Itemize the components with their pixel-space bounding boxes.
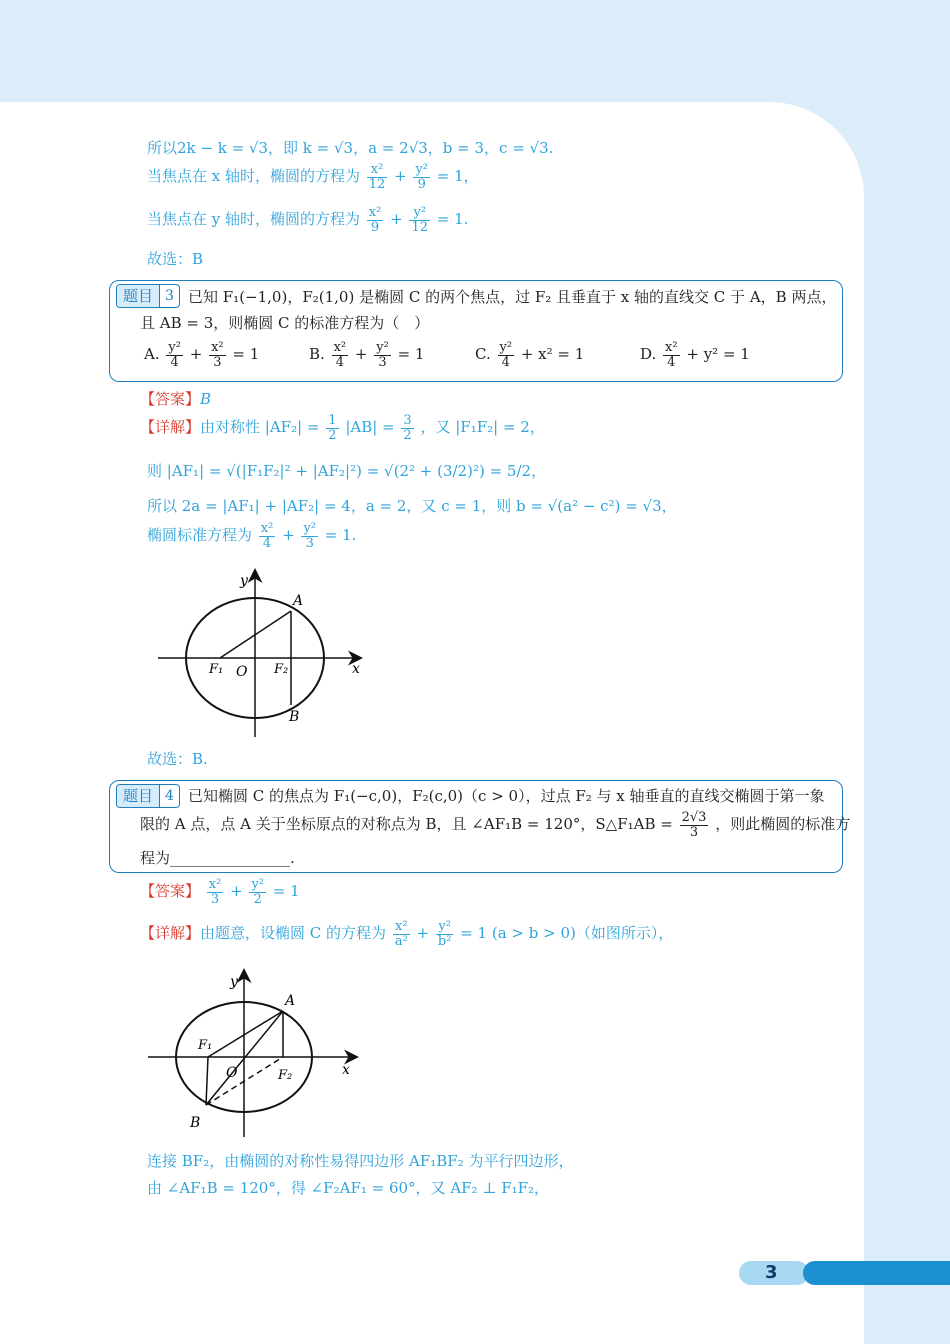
page-number: 3 — [765, 1262, 778, 1283]
question-3-line-2: 且 AB = 3，则椭圆 C 的标准方程为（ ） — [140, 314, 430, 332]
option-c: C. $\frac{\text{y²}}{4}$ + x² = 1 — [475, 340, 585, 370]
fig2-o-label: O — [226, 1065, 238, 1081]
fig1-f2-label: F₂ — [274, 662, 289, 677]
q3-choose: 故选：B. — [147, 750, 208, 768]
right-margin-band — [864, 0, 950, 1344]
prev-line-2: 当焦点在 x 轴时，椭圆的方程为 $\frac{\text{x²}}{12}$ + $\frac{\text{y²}}{9}$ = 1， — [147, 162, 479, 192]
fig1-x-label: x — [352, 661, 360, 677]
fig1-f1-label: F₁ — [209, 662, 224, 677]
fig1-o-label: O — [236, 664, 248, 680]
q3-detail-2: 则 |AF₁| = √(|F₁F₂|² + |AF₂|²) = √(2² + (3/2)²) = 5/2， — [147, 462, 547, 480]
question-4-line-3: 程为________________. — [140, 849, 295, 867]
q3-detail-4: 椭圆标准方程为 $\frac{\text{x²}}{4}$ + $\frac{\text{y²}}{3}$ = 1. — [147, 521, 357, 551]
fig1-b-label: B — [289, 709, 300, 725]
question-4-line-2: 限的 A 点，点 A 关于坐标原点的对称点为 B，且 ∠AF₁B = 120°，S△F₁AB = $\frac{2√3}{3}$ ，则此椭圆的标准方 — [140, 810, 851, 840]
fig2-y-label: y — [230, 974, 238, 990]
fig2-f2-label: F₂ — [278, 1068, 293, 1083]
segment-f1-b — [206, 1057, 208, 1105]
fig2-x-label: x — [342, 1062, 350, 1078]
page-number-bar — [803, 1261, 950, 1285]
q3-answer: 【答案】B — [140, 390, 212, 408]
question-4-tag: 题目 4 — [116, 784, 180, 808]
ellipse-figure-1 — [150, 565, 370, 740]
option-b: B. $\frac{\text{x²}}{4}$ + $\frac{\text{y²}}{3}$ = 1 — [309, 340, 425, 370]
ellipse-figure-2 — [140, 965, 370, 1140]
fig2-a-label: A — [285, 993, 296, 1009]
header-band — [0, 0, 950, 102]
q3-detail-1: 【详解】由对称性 |AF₂| = $\frac{1}{2}$ |AB| = $\frac{3}{2}$ ，又 |F₁F₂| = 2， — [140, 413, 545, 443]
fig2-f1-label: F₁ — [198, 1038, 213, 1053]
option-a: A. $\frac{\text{y²}}{4}$ + $\frac{\text{x²}}{3}$ = 1 — [144, 340, 260, 370]
prev-line-3: 当焦点在 y 轴时，椭圆的方程为 $\frac{\text{x²}}{9}$ + $\frac{\text{y²}}{12}$ = 1. — [147, 205, 469, 235]
question-3-box — [109, 280, 843, 382]
fig1-a-label: A — [293, 593, 304, 609]
question-4-box — [109, 780, 851, 873]
question-4-line-1: 已知椭圆 C 的焦点为 F₁(−c,0)，F₂(c,0)（c > 0），过点 F₂ 与 x 轴垂直的直线交椭圆于第一象 — [188, 787, 825, 805]
question-3-line-1: 已知 F₁(−1,0)，F₂(1,0) 是椭圆 C 的两个焦点，过 F₂ 且垂直于 x 轴的直线交 C 于 A，B 两点， — [188, 288, 837, 306]
fig1-y-label: y — [240, 573, 248, 589]
q4-detail-2: 连接 BF₂，由椭圆的对称性易得四边形 AF₁BF₂ 为平行四边形， — [147, 1152, 574, 1170]
option-d: D. $\frac{\text{x²}}{4}$ + y² = 1 — [640, 340, 750, 370]
q3-detail-3: 所以 2a = |AF₁| + |AF₂| = 4，a = 2，又 c = 1，则 b = √(a² − c²) = √3， — [147, 497, 677, 515]
segment-f1-a — [208, 1011, 283, 1057]
q4-detail-1: 【详解】由题意，设椭圆 C 的方程为 $\frac{\text{x²}}{\text{a²}}$ + $\frac{\text{y²}}{\text{b²}}$ = 1 (a > b > 0)（如图所示）， — [140, 919, 674, 949]
q4-answer: 【答案】 $\frac{\text{x²}}{3}$ + $\frac{\text{y²}}{2}$ = 1 — [140, 877, 300, 907]
q4-detail-3: 由 ∠AF₁B = 120°，得 ∠F₂AF₁ = 60°，又 AF₂ ⊥ F₁F₂， — [147, 1179, 550, 1197]
prev-choose: 故选：B — [147, 250, 204, 268]
prev-line-1: 所以2k − k = √3，即 k = √3，a = 2√3，b = 3，c = √3. — [147, 139, 554, 157]
question-3-tag: 题目 3 — [116, 284, 180, 308]
fig2-b-label: B — [190, 1115, 201, 1131]
